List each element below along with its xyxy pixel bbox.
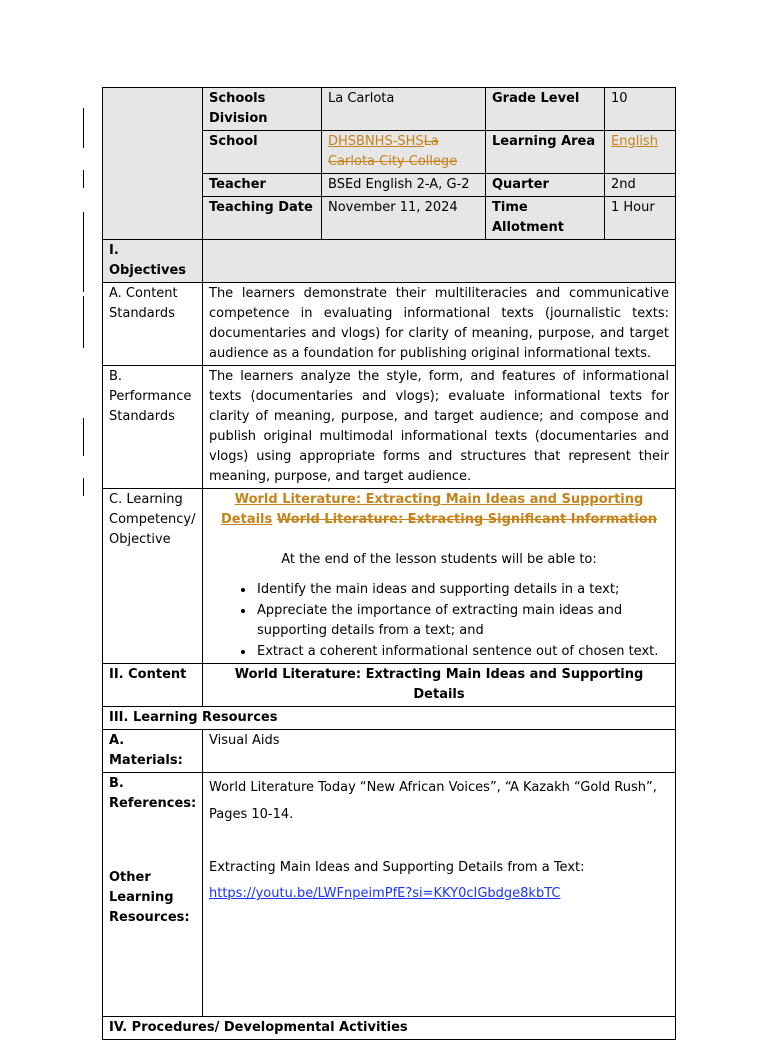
references-cell xyxy=(203,773,676,1017)
school-deleted: La Carlota City College xyxy=(328,134,458,169)
change-bar xyxy=(83,478,84,496)
school-value xyxy=(322,131,486,174)
other-resources-text: Extracting Main Ideas and Supporting Details from a Text: xyxy=(209,860,585,875)
performance-standards-row xyxy=(103,366,676,489)
resources-heading-row xyxy=(103,707,676,730)
references-row xyxy=(103,773,676,1017)
learning-competency-label: C. Learning Competency/ Objective xyxy=(103,489,203,664)
other-resources-link[interactable]: https://youtu.be/LWFnpeimPfE?si=KKY0cIGbdge8kbTC xyxy=(209,886,561,901)
competency-title-inserted: World Literature: Extracting Main Ideas and Supporting Details xyxy=(221,492,644,527)
references-value: World Literature Today “New African Voices”, “A Kazakh “Gold Rush”, Pages 10-14. xyxy=(209,780,657,822)
change-bar xyxy=(83,170,84,188)
school-label: School xyxy=(203,131,322,174)
grade-level-label: Grade Level xyxy=(486,88,605,131)
time-allotment-value: 1 Hour xyxy=(605,197,676,240)
schools-division-value: La Carlota xyxy=(322,88,486,131)
objectives-intro: At the end of the lesson students will be able to: xyxy=(281,552,597,567)
grade-level-value: 10 xyxy=(605,88,676,131)
change-bar xyxy=(83,418,84,456)
content-value: World Literature: Extracting Main Ideas and Supporting Details xyxy=(203,664,676,707)
content-row xyxy=(103,664,676,707)
change-bar xyxy=(83,108,84,148)
performance-standards-label: B. Performance Standards xyxy=(103,366,203,489)
objectives-heading-fill xyxy=(203,240,676,283)
quarter-value: 2nd xyxy=(605,174,676,197)
references-label-cell xyxy=(103,773,203,1017)
content-standards-row xyxy=(103,283,676,366)
materials-row xyxy=(103,730,676,773)
teaching-date-value: November 11, 2024 xyxy=(322,197,486,240)
teaching-date-label: Teaching Date xyxy=(203,197,322,240)
change-bar xyxy=(83,296,84,348)
resources-heading: III. Learning Resources xyxy=(103,707,676,730)
header-row-division xyxy=(103,88,676,131)
learning-area-value xyxy=(605,131,676,174)
objectives-heading: I. Objectives xyxy=(103,240,203,283)
schools-division-label: Schools Division xyxy=(203,88,322,131)
content-label: II. Content xyxy=(103,664,203,707)
performance-standards-text: The learners analyze the style, form, and features of informational texts (documentaries and vlogs); evaluate informational texts for clarity of meaning, purpose, and target audience; and compose and publish original multimodal informational texts (documentaries and vlogs) using appropriate forms and structures that represent their meaning, purpose, and target audience. xyxy=(203,366,676,489)
competency-title-deleted: World Literature: Extracting Significant Information xyxy=(276,512,657,527)
procedures-heading-row xyxy=(103,1017,676,1040)
content-standards-text: The learners demonstrate their multiliteracies and communicative competence in evaluating informational texts (journalistic texts: documentaries and vlogs) for clarity of meaning, purpose, and target audience as a foundation for publishing original informational texts. xyxy=(203,283,676,366)
objective-item: • Identify the main ideas and supporting details in a text; xyxy=(255,580,669,601)
learning-area-inserted: English xyxy=(611,134,658,149)
materials-label: A. Materials: xyxy=(103,730,203,773)
materials-value: Visual Aids xyxy=(203,730,676,773)
references-label: B. References: xyxy=(109,776,197,811)
lesson-plan-table xyxy=(102,87,676,1040)
other-resources-label: Other Learning Resources: xyxy=(109,870,190,925)
procedures-heading: IV. Procedures/ Developmental Activities xyxy=(103,1017,676,1040)
competency-title xyxy=(209,490,669,530)
quarter-label: Quarter xyxy=(486,174,605,197)
time-allotment-label: Time Allotment xyxy=(486,197,605,240)
objectives-list xyxy=(209,580,669,662)
learning-competency-cell xyxy=(203,489,676,664)
objectives-heading-row xyxy=(103,240,676,283)
teacher-label: Teacher xyxy=(203,174,322,197)
objective-item: • Appreciate the importance of extracting main ideas and supporting details from a text; and xyxy=(255,601,669,642)
content-standards-label: A. Content Standards xyxy=(103,283,203,366)
school-inserted: DHSBNHS-SHS xyxy=(328,134,424,149)
change-bar xyxy=(83,212,84,292)
teacher-value: BSEd English 2-A, G-2 xyxy=(322,174,486,197)
header-blank-cell xyxy=(103,88,203,240)
learning-area-label: Learning Area xyxy=(486,131,605,174)
objective-item: • Extract a coherent informational sentence out of chosen text. xyxy=(255,642,669,663)
learning-competency-row xyxy=(103,489,676,664)
